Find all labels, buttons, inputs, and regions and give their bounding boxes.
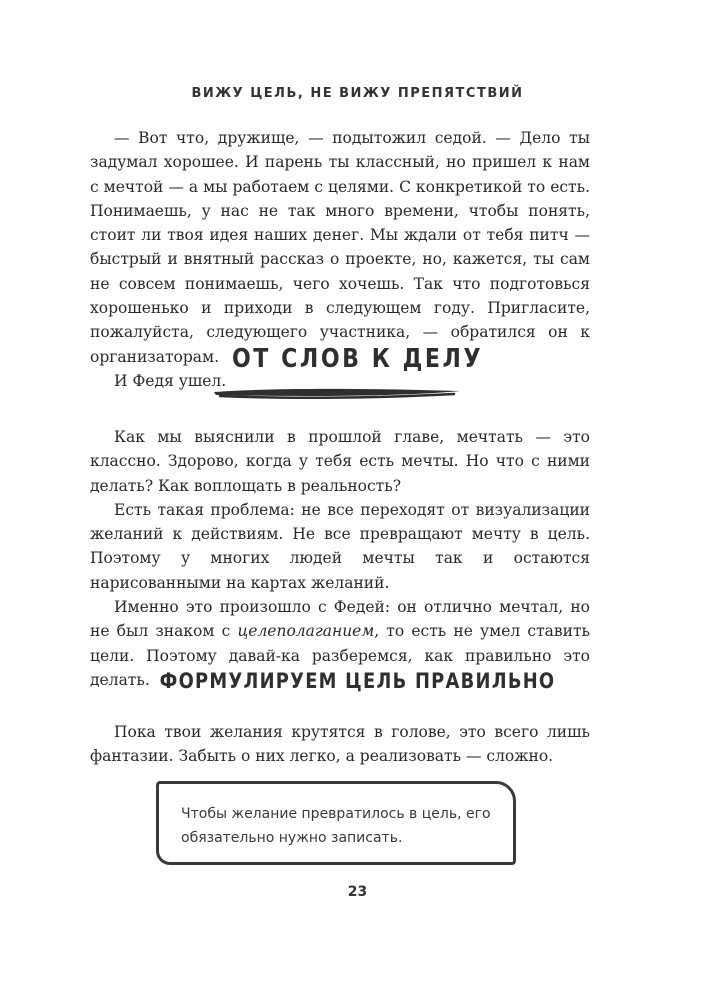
paragraph: Как мы выяснили в прошлой главе, мечтать — это классно. Здорово, когда у тебя есть мечты. Но что с ними делать? Как воплощать в реальность? bbox=[90, 428, 590, 495]
running-header: ВИЖУ ЦЕЛЬ, НЕ ВИЖУ ПРЕПЯТСТВИЙ bbox=[191, 86, 524, 101]
paragraph: Есть такая проблема: не все переходят от визуализации желаний к действиям. Не все превращают мечту в цель. Поэтому у многих людей мечты так и остаются нарисованными на картах желаний. bbox=[90, 500, 590, 592]
intro-block bbox=[90, 425, 590, 692]
note-line: Чтобы желание превратилось в цель, его bbox=[181, 806, 491, 822]
heading-underline bbox=[210, 383, 464, 403]
section-heading: ОТ СЛОВ К ДЕЛУ bbox=[231, 344, 484, 374]
page-number: 23 bbox=[347, 884, 368, 900]
text-run: Именно это произошло с Федей: он отлично мечтал, но не был знаком с bbox=[90, 598, 590, 641]
italic-term: целеполаганием bbox=[237, 622, 375, 641]
note-box bbox=[156, 781, 516, 865]
subsection-heading: ФОРМУЛИРУЕМ ЦЕЛЬ ПРАВИЛЬНО bbox=[159, 669, 556, 693]
note-line: обязательно нужно записать. bbox=[181, 830, 403, 846]
paragraph: И Федя ушел. bbox=[114, 371, 227, 390]
paragraph: Пока твои желания крутятся в голове, это всего лишь фантазии. Забыть о них легко, а реализовать — сложно. bbox=[90, 723, 590, 766]
text-run: , то есть не умел ставить цели. Поэтому давай-ка разберемся, как правильно это делать. bbox=[90, 622, 590, 689]
goal-block bbox=[90, 720, 590, 769]
paragraph: — Вот что, дружище, — подытожил седой. — Дело ты задумал хорошее. И парень ты классный, но пришел к нам с мечтой — а мы работаем с целями. С конкретикой то есть. Понимаешь, у нас не так много времени, чтобы понять, стоит ли твоя идея наших денег. Мы ждали от тебя питч — быстрый и внятный рассказ о проекте, но, кажется, ты сам не совсем понимаешь, чего хочешь. Так что подготовься хорошенько и приходи в следующем году. Пригласите, пожалуйста, следующего участника, — обратился он к организаторам. bbox=[90, 129, 590, 366]
